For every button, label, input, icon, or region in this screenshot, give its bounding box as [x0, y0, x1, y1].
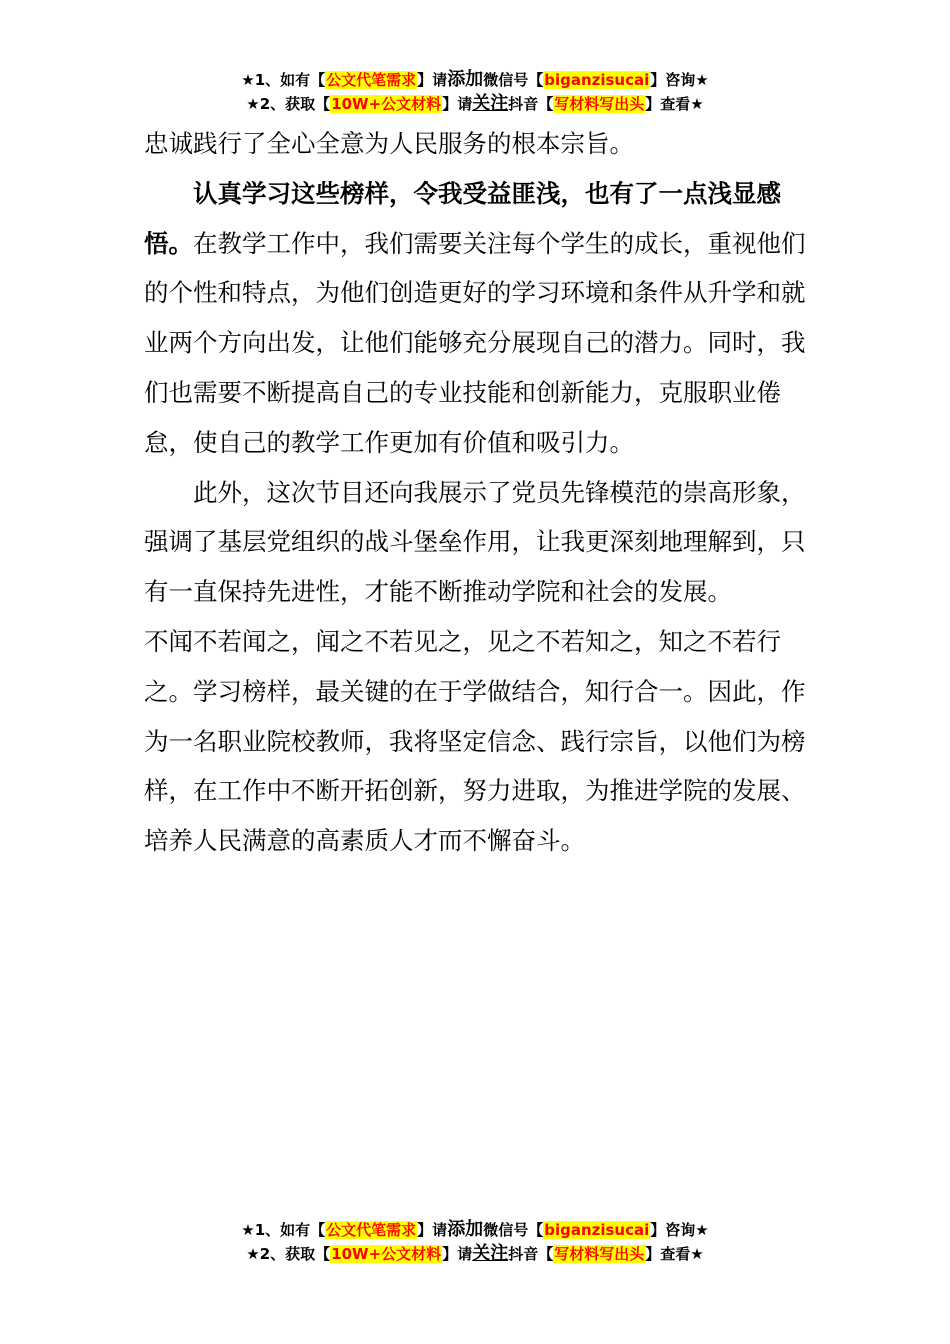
header-ad-line-1: ★1、如有【公文代笔需求】请添加微信号【biganzisucai】咨询★ — [241, 69, 709, 90]
footer-ad-banner — [0, 1218, 950, 1266]
paragraph-2-text: 在教学工作中，我们需要关注每个学生的成长，重视他们的个性和特点，为他们创造更好的学习环境和条件从升学和就业两个方向出发，让他们能够充分展现自己的潜力。同时，我们也需要不断提高自己的专业技能和创新能力，克服职业倦怠，使自己的教学工作更加有价值和吸引力。 — [144, 228, 806, 457]
service-highlight: 公文代笔需求 — [326, 71, 417, 89]
paragraph-4: 不闻不若闻之，闻之不若见之，见之不若知之，知之不若行之。学习榜样，最关键的在于学做结合，知行合一。因此，作为一名职业院校教师，我将坚定信念、践行宗旨，以他们为榜样，在工作中不断开拓创新，努力进取，为推进学院的发展、培养人民满意的高素质人才而不懈奋斗。 — [144, 626, 806, 856]
paragraph-3: 此外，这次节目还向我展示了党员先锋模范的崇高形象，强调了基层党组织的战斗堡垒作用，让我更深刻地理解到，只有一直保持先进性，才能不断推动学院和社会的发展。 — [144, 477, 806, 607]
footer-ad-line-2: ★2、获取【10W+公文材料】请关注抖音【写材料写出头】查看★ — [246, 1243, 704, 1264]
douyin-account-highlight: 写材料写出头 — [554, 95, 645, 113]
document-body — [144, 119, 808, 866]
footer-ad-line-1: ★1、如有【公文代笔需求】请添加微信号【biganzisucai】咨询★ — [241, 1219, 709, 1240]
paragraph-2-lead: 认真学习这些榜样，令我受益匪浅，也有了一点浅显感悟。 — [144, 178, 781, 258]
header-ad-banner — [0, 68, 950, 116]
service-highlight: 公文代笔需求 — [326, 1221, 417, 1239]
douyin-account-highlight: 写材料写出头 — [554, 1245, 645, 1263]
paragraph-2 — [144, 169, 808, 468]
paragraph-1: 忠诚践行了全心全意为人民服务的根本宗旨。 — [144, 129, 634, 158]
wechat-id-highlight: biganzisucai — [544, 71, 650, 89]
wechat-id-highlight: biganzisucai — [544, 1221, 650, 1239]
materials-highlight: 10W+公文材料 — [331, 1245, 442, 1263]
header-ad-line-2: ★2、获取【10W+公文材料】请关注抖音【写材料写出头】查看★ — [246, 93, 704, 114]
materials-highlight: 10W+公文材料 — [331, 95, 442, 113]
